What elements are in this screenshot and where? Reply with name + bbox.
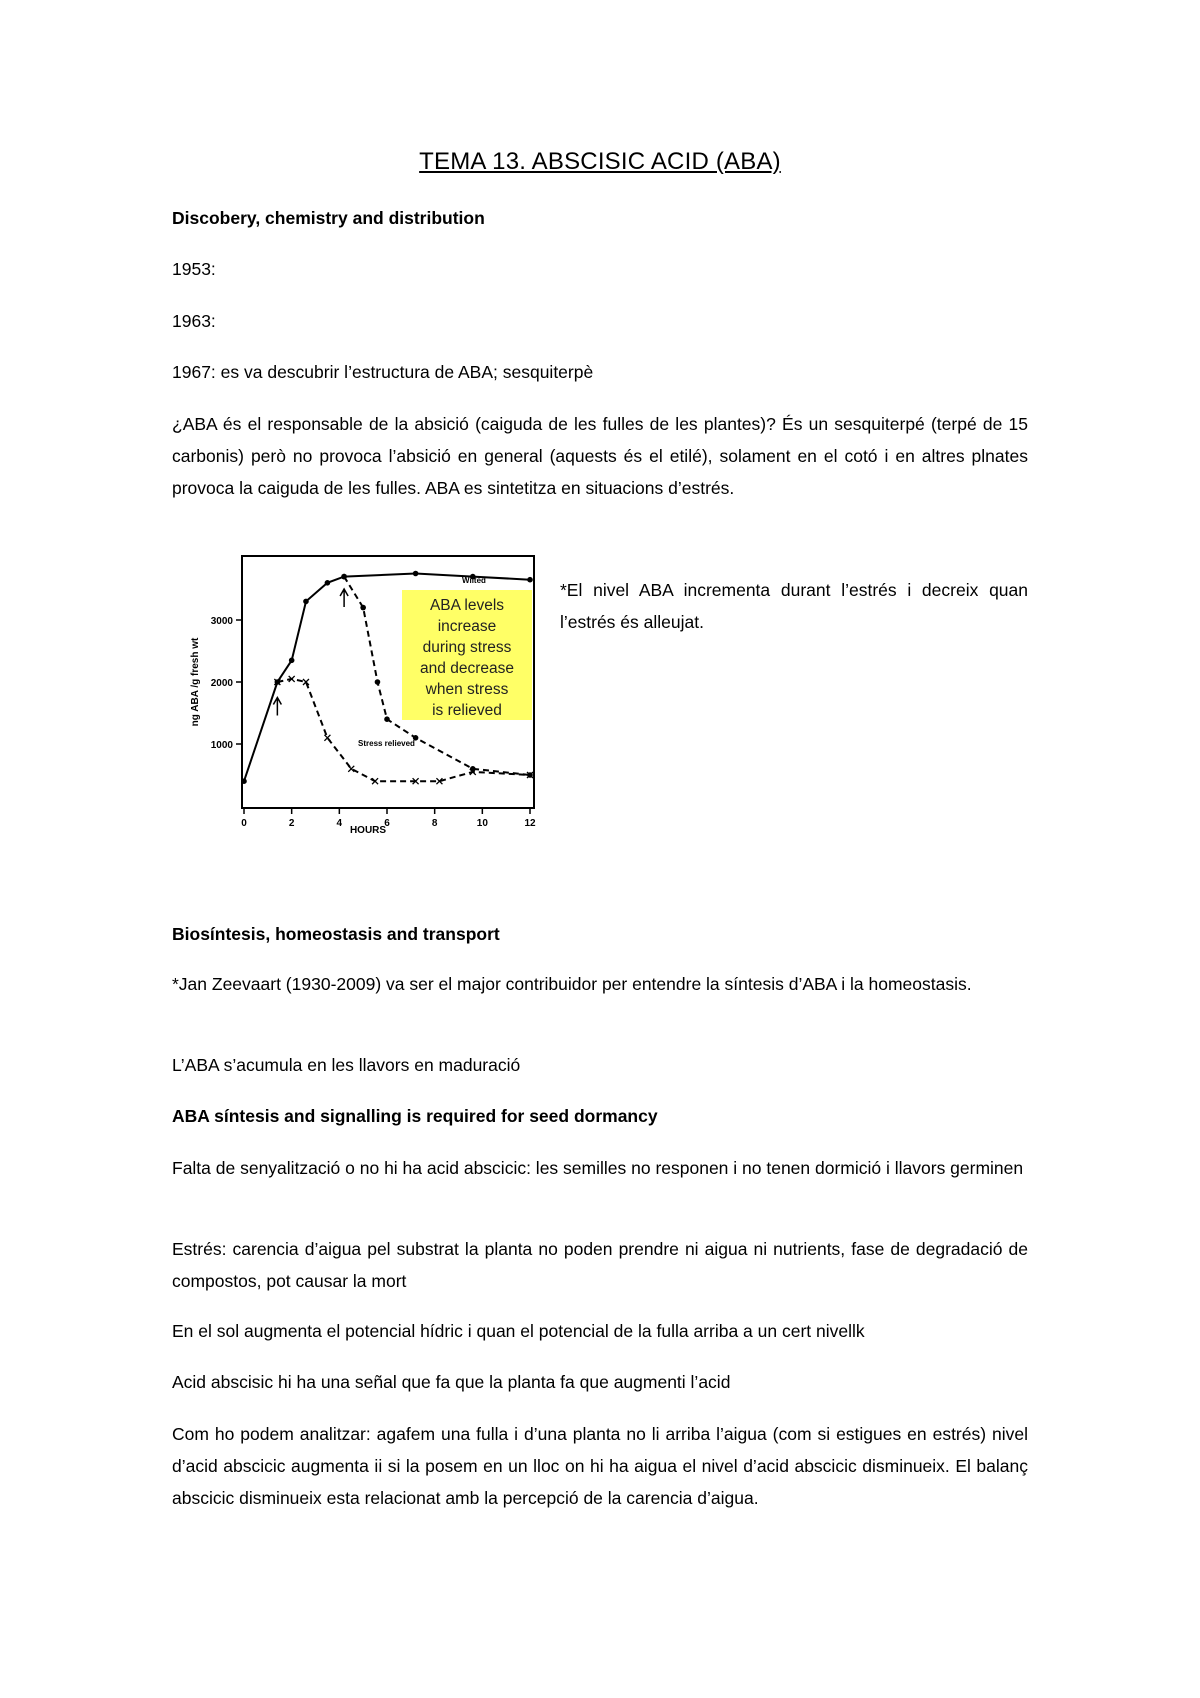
- section-heading-biosynthesis: Biosíntesis, homeostasis and transport: [172, 924, 500, 944]
- paragraph-zeevaart: *Jan Zeevaart (1930-2009) va ser el major contribuidor per entendre la síntesis d’ABA i la homeostasis.: [172, 974, 972, 994]
- paragraph-signalling: Falta de senyalització o no hi ha acid abscicic: les semilles no responen i no tenen dormició i llavors germinen: [172, 1158, 1024, 1178]
- data-point-dot: [241, 778, 247, 784]
- figure-note: *El nivel ABA incrementa durant l’estrés i decreix quan l’estrés és alleujat.: [560, 580, 1028, 632]
- year-line-1967: 1967: es va descubrir l’estructura de ABA; sesquiterpè: [172, 362, 594, 382]
- x-tick-label: 2: [288, 818, 295, 829]
- paragraph-acid-signal: Acid abscisic hi ha una señal que fa que la planta fa que augmenti l’acid: [172, 1372, 731, 1392]
- paragraph-soil-potential: En el sol augmenta el potencial hídric i quan el potencial de la fulla arriba a un cert nivellk: [172, 1321, 865, 1341]
- callout-line: and decrease: [420, 660, 514, 677]
- data-point-dot: [413, 571, 419, 577]
- callout-line: increase: [437, 618, 497, 635]
- data-point-x: [324, 735, 330, 741]
- paragraph-accumulation: L’ABA s’acumula en les llavors en maduració: [172, 1055, 521, 1075]
- data-point-dot: [289, 658, 295, 664]
- data-point-dot: [527, 577, 533, 583]
- x-tick-label: 8: [431, 818, 438, 829]
- annotation-stress-relieved: Stress relieved: [358, 739, 415, 748]
- x-tick-label: 10: [476, 818, 488, 829]
- data-point-dot: [360, 605, 366, 611]
- callout-line: ABA levels: [429, 597, 505, 614]
- subheading-seed-dormancy: ABA síntesis and signalling is required for seed dormancy: [172, 1106, 658, 1126]
- data-point-dot: [341, 574, 347, 580]
- paragraph-abscission: ¿ABA és el responsable de la absició (caiguda de les fulles de les plantes)? És un sesquiterpé (terpé de 15 carbonis) però no provoca l’absició en general (aquests és el etilé), solament en el cotó i en altres plnates provoca la caiguda de les fulles. ABA es sintetitza en situacions d’estrés.: [172, 414, 1028, 498]
- page-title: TEMA 13. ABSCISIC ACID (ABA): [419, 148, 781, 175]
- section-heading-discovery: Discobery, chemistry and distribution: [172, 208, 485, 228]
- chart-x-axis-label: HOURS: [349, 825, 387, 836]
- arrow-marker: [340, 589, 348, 607]
- paragraph-analysis: Com ho podem analitzar: agafem una fulla i d’una planta no li arriba l’aigua (com si estigues en estrés) nivel d’acid abscicic augmenta ii si la posem en un lloc on hi ha aigua el nivel d’acid abscicic disminueix. El balanç abscicic disminueix esta relacionat amb la percepció de la carencia d’aigua.: [172, 1424, 1028, 1508]
- chart-y-axis-label: ng ABA /g fresh wt: [190, 637, 201, 727]
- data-point-x: [348, 766, 354, 772]
- data-point-dot: [325, 580, 331, 586]
- x-tick-label: 6: [384, 818, 390, 829]
- x-tick-label: 12: [524, 818, 536, 829]
- year-line-1953: 1953:: [172, 259, 216, 279]
- aba-levels-chart: [178, 548, 548, 838]
- data-point-dot: [303, 599, 309, 605]
- data-point-dot: [375, 679, 381, 685]
- arrow-marker: [273, 698, 281, 716]
- y-tick-label: 2000: [210, 678, 233, 689]
- callout-line: when stress: [425, 681, 509, 698]
- callout-line: during stress: [422, 639, 512, 656]
- data-point-dot: [384, 716, 390, 722]
- y-tick-label: 1000: [210, 740, 233, 751]
- callout-line: is relieved: [432, 702, 502, 719]
- x-tick-label: 0: [241, 818, 247, 829]
- y-tick-label: 3000: [210, 616, 233, 627]
- year-line-1963: 1963:: [172, 311, 216, 331]
- x-tick-label: 4: [336, 818, 343, 829]
- paragraph-stress: Estrés: carencia d’aigua pel substrat la planta no poden prendre ni aigua ni nutrients, fase de degradació de compostos, pot causar la mort: [172, 1239, 1028, 1291]
- annotation-wilted: Wilted: [462, 576, 486, 585]
